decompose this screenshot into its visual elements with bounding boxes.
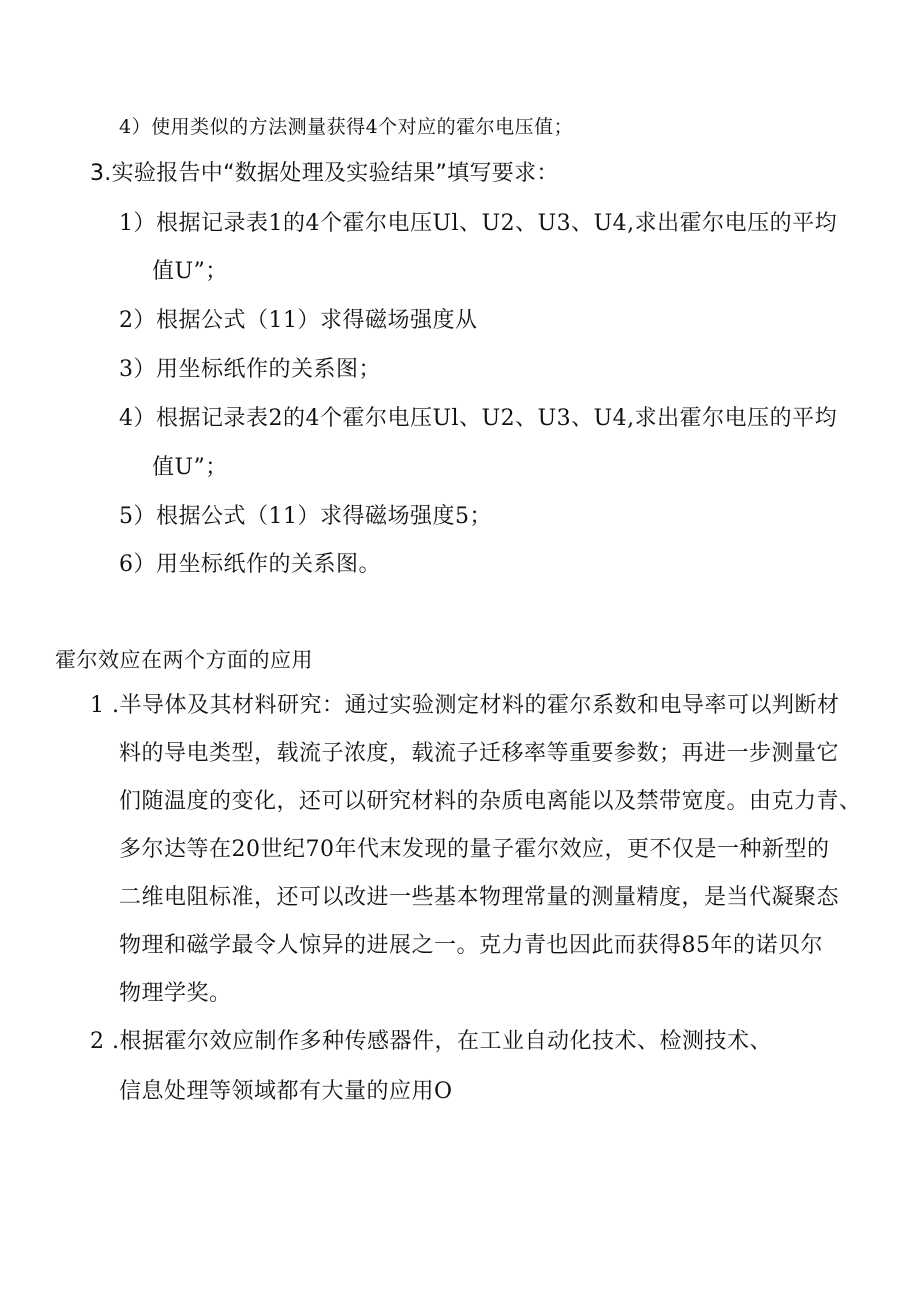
application-2-line-1: 2 .根据霍尔效应制作多种传感器件，在工业自动化技术、检测技术、 bbox=[90, 1029, 772, 1054]
application-1-line-1: 1 .半导体及其材料研究：通过实验测定材料的霍尔系数和电导率可以判断材 bbox=[90, 693, 840, 718]
report-requirements-heading: 3.实验报告中“数据处理及实验结果”填写要求： bbox=[90, 161, 559, 186]
application-1-line-7: 物理学奖。 bbox=[119, 981, 232, 1006]
requirement-3: 3）用坐标纸作的关系图； bbox=[119, 357, 381, 382]
requirement-2: 2）根据公式（11）求得磁场强度从 bbox=[119, 308, 478, 333]
measurement-step-4: 4）使用类似的方法测量获得4个对应的霍尔电压值； bbox=[119, 116, 574, 138]
application-1-line-3: 们随温度的变化，还可以研究材料的杂质电离能以及禁带宽度。由克力青、 bbox=[119, 789, 862, 814]
requirement-4-line-1: 4）根据记录表2的4个霍尔电压Ul、U2、U3、U4,求出霍尔电压的平均 bbox=[119, 406, 838, 431]
application-1-line-6: 物理和磁学最令人惊异的进展之一。克力青也因此而获得85年的诺贝尔 bbox=[119, 933, 823, 958]
requirement-6: 6）用坐标纸作的关系图。 bbox=[119, 552, 381, 577]
requirement-4-line-2: 值U”； bbox=[152, 455, 228, 480]
application-2-line-2: 信息处理等领域都有大量的应用O bbox=[119, 1079, 453, 1104]
requirement-1-line-2: 值U”； bbox=[152, 259, 228, 284]
applications-title: 霍尔效应在两个方面的应用 bbox=[55, 648, 313, 672]
application-1-line-2: 料的导电类型，载流子浓度，载流子迁移率等重要参数；再进一步测量它 bbox=[119, 741, 840, 766]
requirement-1-line-1: 1）根据记录表1的4个霍尔电压Ul、U2、U3、U4,求出霍尔电压的平均 bbox=[119, 211, 838, 236]
application-1-line-5: 二维电阻标准，还可以改进一些基本物理常量的测量精度，是当代凝聚态 bbox=[119, 885, 840, 910]
requirement-5: 5）根据公式（11）求得磁场强度5； bbox=[119, 504, 492, 529]
application-1-line-4: 多尔达等在20世纪70年代末发现的量子霍尔效应，更不仅是一种新型的 bbox=[119, 837, 830, 862]
